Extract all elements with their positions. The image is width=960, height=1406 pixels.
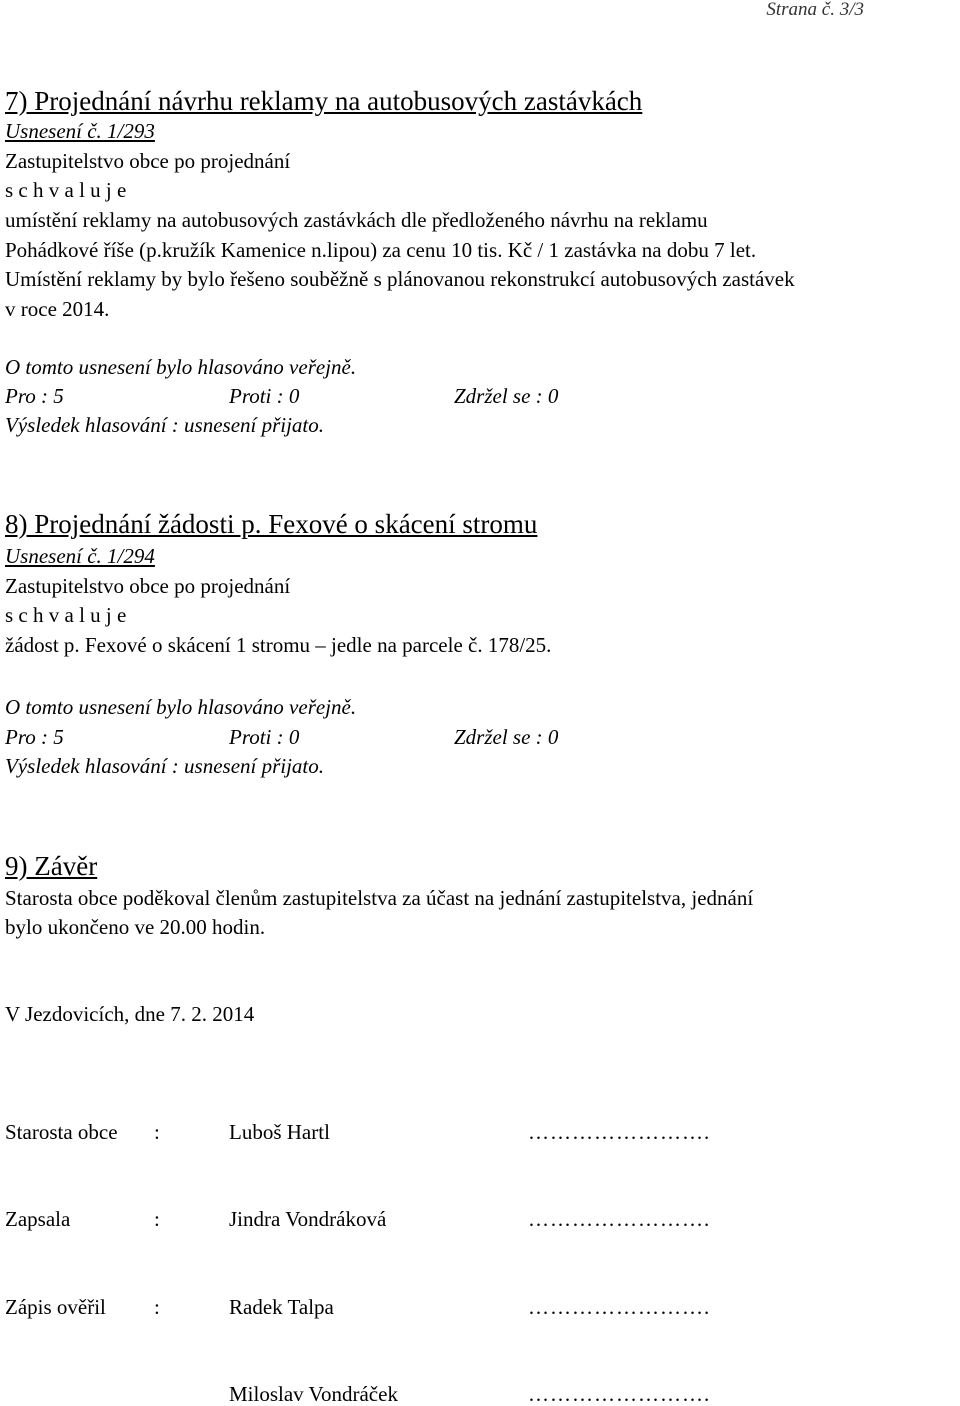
vote-for: Pro : 5 bbox=[5, 725, 64, 749]
resolution-number: Usnesení č. 1/294 bbox=[5, 544, 155, 568]
resolution-verb: s c h v a l u j e bbox=[5, 603, 127, 627]
signature-line: ……………………. bbox=[528, 1295, 711, 1319]
resolution-intro: Zastupitelstvo obce po projednání bbox=[5, 149, 291, 173]
section-heading: 9) Závěr bbox=[5, 851, 98, 881]
resolution-text-line: umístění reklamy na autobusových zastávkách dle předloženého návrhu na reklamu bbox=[5, 208, 708, 232]
place-date: V Jezdovicích, dne 7. 2. 2014 bbox=[5, 1002, 255, 1026]
signature-name: Jindra Vondráková bbox=[229, 1207, 387, 1231]
vote-note: O tomto usnesení bylo hlasováno veřejně. bbox=[5, 355, 357, 379]
resolution-number: Usnesení č. 1/293 bbox=[5, 119, 155, 143]
signature-name: Radek Talpa bbox=[229, 1295, 334, 1319]
vote-abstain: Zdržel se : 0 bbox=[454, 725, 559, 749]
vote-against: Proti : 0 bbox=[229, 725, 300, 749]
resolution-verb: s c h v a l u j e bbox=[5, 178, 127, 202]
resolution-text-line: žádost p. Fexové o skácení 1 stromu – jedle na parcele č. 178/25. bbox=[5, 633, 552, 657]
signature-line: ……………………. bbox=[528, 1382, 711, 1406]
signature-role: Zapsala bbox=[5, 1207, 71, 1231]
conclusion-text-line: bylo ukončeno ve 20.00 hodin. bbox=[5, 915, 266, 939]
vote-abstain: Zdržel se : 0 bbox=[454, 384, 559, 408]
signature-line: ……………………. bbox=[528, 1207, 711, 1231]
section-heading: 8) Projednání žádosti p. Fexové o skácení stromu bbox=[5, 509, 538, 539]
vote-note: O tomto usnesení bylo hlasováno veřejně. bbox=[5, 695, 357, 719]
signature-name: Luboš Hartl bbox=[229, 1120, 330, 1144]
vote-result: Výsledek hlasování : usnesení přijato. bbox=[5, 413, 325, 437]
vote-against: Proti : 0 bbox=[229, 384, 300, 408]
section-heading: 7) Projednání návrhu reklamy na autobusových zastávkách bbox=[5, 86, 643, 116]
signature-colon: : bbox=[154, 1295, 160, 1319]
resolution-text-line: Umístění reklamy by bylo řešeno souběžně s plánovanou rekonstrukcí autobusových zastávek bbox=[5, 267, 795, 291]
conclusion-text-line: Starosta obce poděkoval členům zastupitelstva za účast na jednání zastupitelstva, jednání bbox=[5, 886, 754, 910]
signature-line: ……………………. bbox=[528, 1120, 711, 1144]
resolution-text-line: Pohádkové říše (p.kružík Kamenice n.lipou) za cenu 10 tis. Kč / 1 zastávka na dobu 7 let. bbox=[5, 238, 757, 262]
signature-role: Zápis ověřil bbox=[5, 1295, 106, 1319]
vote-for: Pro : 5 bbox=[5, 384, 64, 408]
page-number: Strana č. 3/3 bbox=[766, 0, 864, 20]
resolution-text-line: v roce 2014. bbox=[5, 297, 110, 321]
vote-result: Výsledek hlasování : usnesení přijato. bbox=[5, 754, 325, 778]
signature-name: Miloslav Vondráček bbox=[229, 1382, 398, 1406]
signature-colon: : bbox=[154, 1207, 160, 1231]
signature-colon: : bbox=[154, 1120, 160, 1144]
signature-role: Starosta obce bbox=[5, 1120, 118, 1144]
resolution-intro: Zastupitelstvo obce po projednání bbox=[5, 574, 291, 598]
